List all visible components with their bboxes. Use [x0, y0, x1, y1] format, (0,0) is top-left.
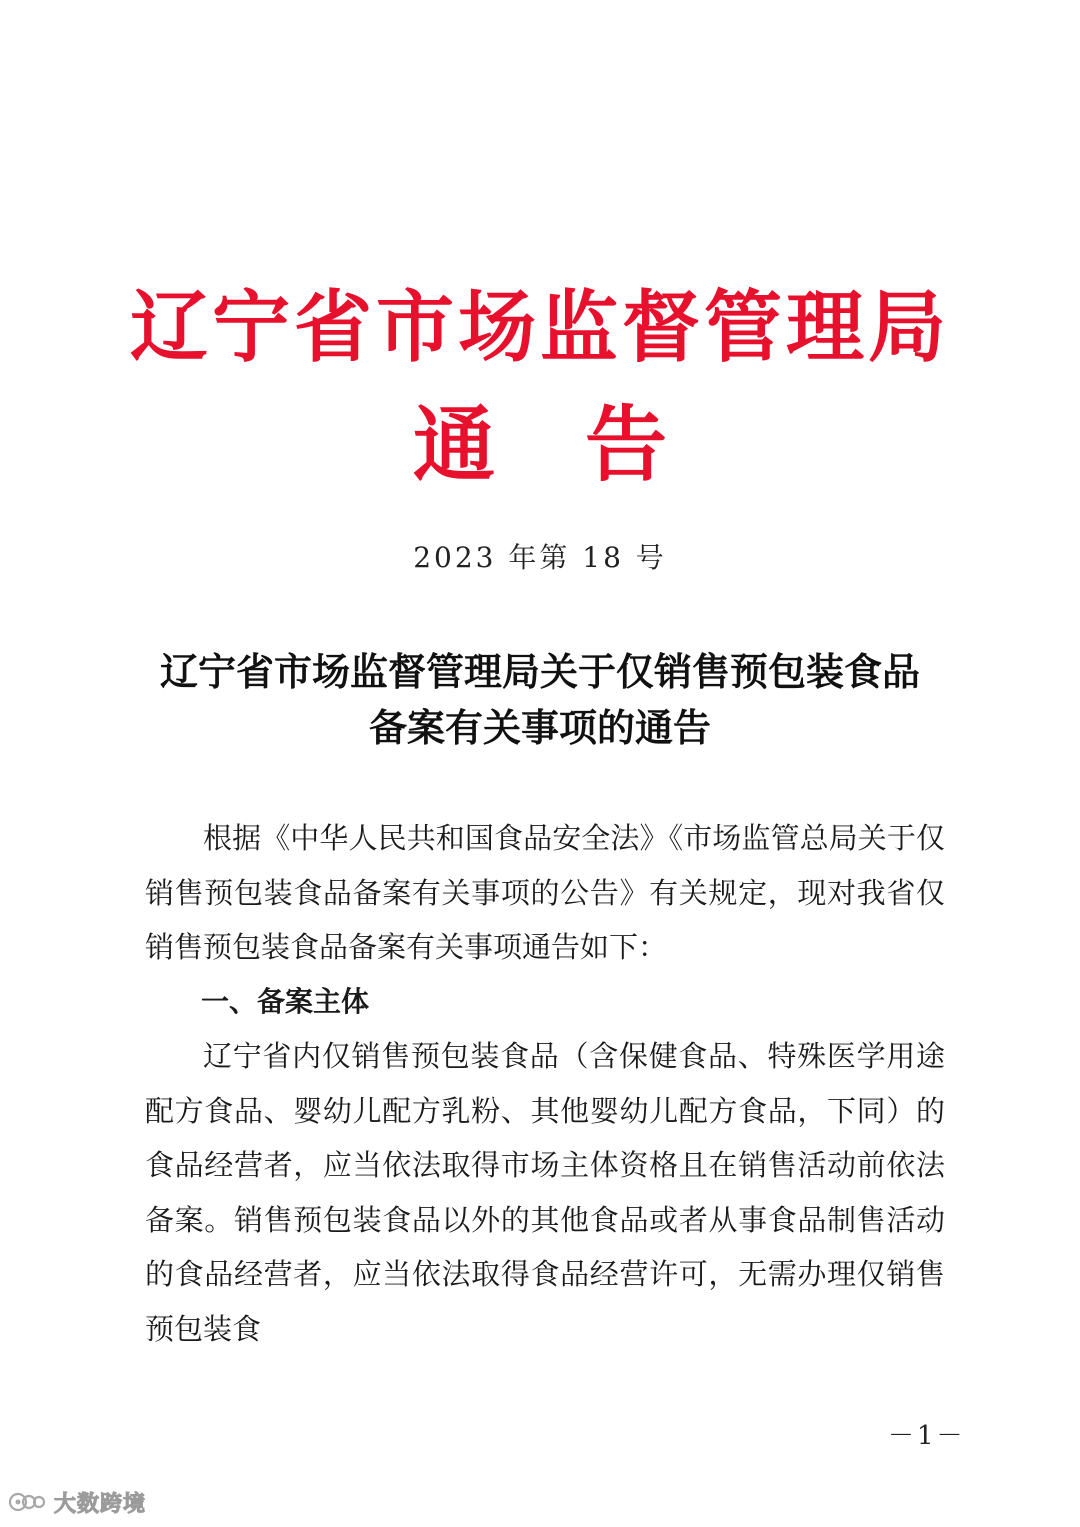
agency-name: 辽宁省市场监督管理局: [129, 282, 950, 373]
watermark-logo-icon: [8, 1489, 48, 1515]
notice-word: 通告: [412, 397, 757, 493]
document-number: 2023 年第 18 号: [413, 541, 667, 574]
document-title-line-1: 辽宁省市场监督管理局关于仅销售预包装食品: [159, 649, 920, 694]
section-1-paragraph: 辽宁省内仅销售预包装食品（含保健食品、特殊医学用途配方食品、婴幼儿配方乳粉、其他婴幼儿配方食品，下同）的食品经营者，应当依法取得市场主体资格且在销售活动前依法备案。销售预包装食品以外的其他食品或者从事食品制售活动的食品经营者，应当依法取得食品经营许可，无需办理仅销售预包装食: [145, 1039, 945, 1346]
intro-paragraph: 根据《中华人民共和国食品安全法》《市场监管总局关于仅销售预包装食品备案有关事项的公告》有关规定，现对我省仅销售预包装食品备案有关事项通告如下：: [145, 821, 945, 964]
watermark: [8, 1486, 146, 1518]
section-1-heading: 一、备案主体: [201, 984, 370, 1018]
page-number: －1－: [888, 1421, 966, 1451]
document-title-line-2: 备案有关事项的通告: [368, 705, 711, 750]
watermark-text: 大数跨境: [54, 1491, 147, 1517]
document-body: [145, 811, 945, 1356]
